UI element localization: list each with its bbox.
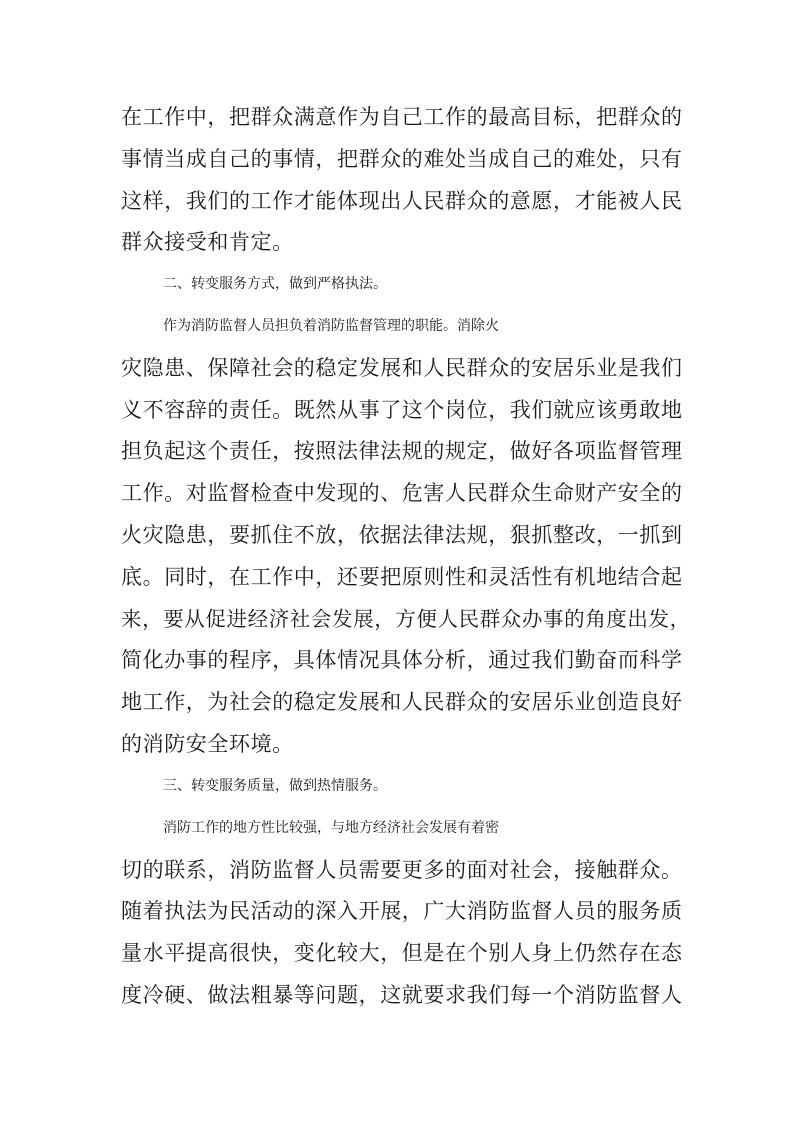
text-line: 来，要从促进经济社会发展，方便人民群众办事的角度出发，: [121, 607, 691, 631]
text-line: 义不容辞的责任。既然从事了这个岗位，我们就应该勇敢地: [121, 398, 683, 422]
text-line: 担负起这个责任，按照法律法规的规定，做好各项监督管理: [121, 439, 683, 463]
text-line: 地工作，为社会的稳定发展和人民群众的安居乐业创造良好: [121, 690, 683, 714]
text-line: 底。同时，在工作中，还要把原则性和灵活性有机地结合起: [121, 565, 683, 589]
text-line: 度冷硬、做法粗暴等问题，这就要求我们每一个消防监督人: [121, 983, 683, 1007]
text-line: 工作。对监督检查中发现的、危害人民群众生命财产安全的: [121, 481, 683, 505]
text-line: 的消防安全环境。: [121, 732, 294, 756]
text-line: 群众接受和肯定。: [121, 230, 294, 254]
text-line: 在工作中，把群众满意作为自己工作的最高目标，把群众的: [121, 105, 683, 129]
text-line: 这样，我们的工作才能体现出人民群众的意愿，才能被人民: [121, 189, 683, 213]
text-line: 随着执法为民活动的深入开展，广大消防监督人员的服务质: [121, 899, 683, 923]
section-heading: 三、转变服务质量，做到热情服务。: [163, 778, 387, 794]
text-line: 简化办事的程序，具体情况具体分析，通过我们勤奋而科学: [121, 648, 683, 672]
text-line: 灾隐患、保障社会的稳定发展和人民群众的安居乐业是我们: [121, 356, 683, 380]
paragraph-start: 作为消防监督人员担负着消防监督管理的职能。消除火: [163, 318, 499, 334]
text-line: 切的联系，消防监督人员需要更多的面对社会，接触群众。: [121, 858, 683, 882]
paragraph-start: 消防工作的地方性比较强，与地方经济社会发展有着密: [163, 820, 499, 836]
text-line: 火灾隐患，要抓住不放，依据法律法规，狠抓整改，一抓到: [121, 523, 683, 547]
section-heading: 二、转变服务方式，做到严格执法。: [163, 276, 387, 292]
text-line: 量水平提高很快，变化较大，但是在个别人身上仍然存在态: [121, 941, 683, 965]
text-line: 事情当成自己的事情，把群众的难处当成自己的难处，只有: [121, 147, 683, 171]
